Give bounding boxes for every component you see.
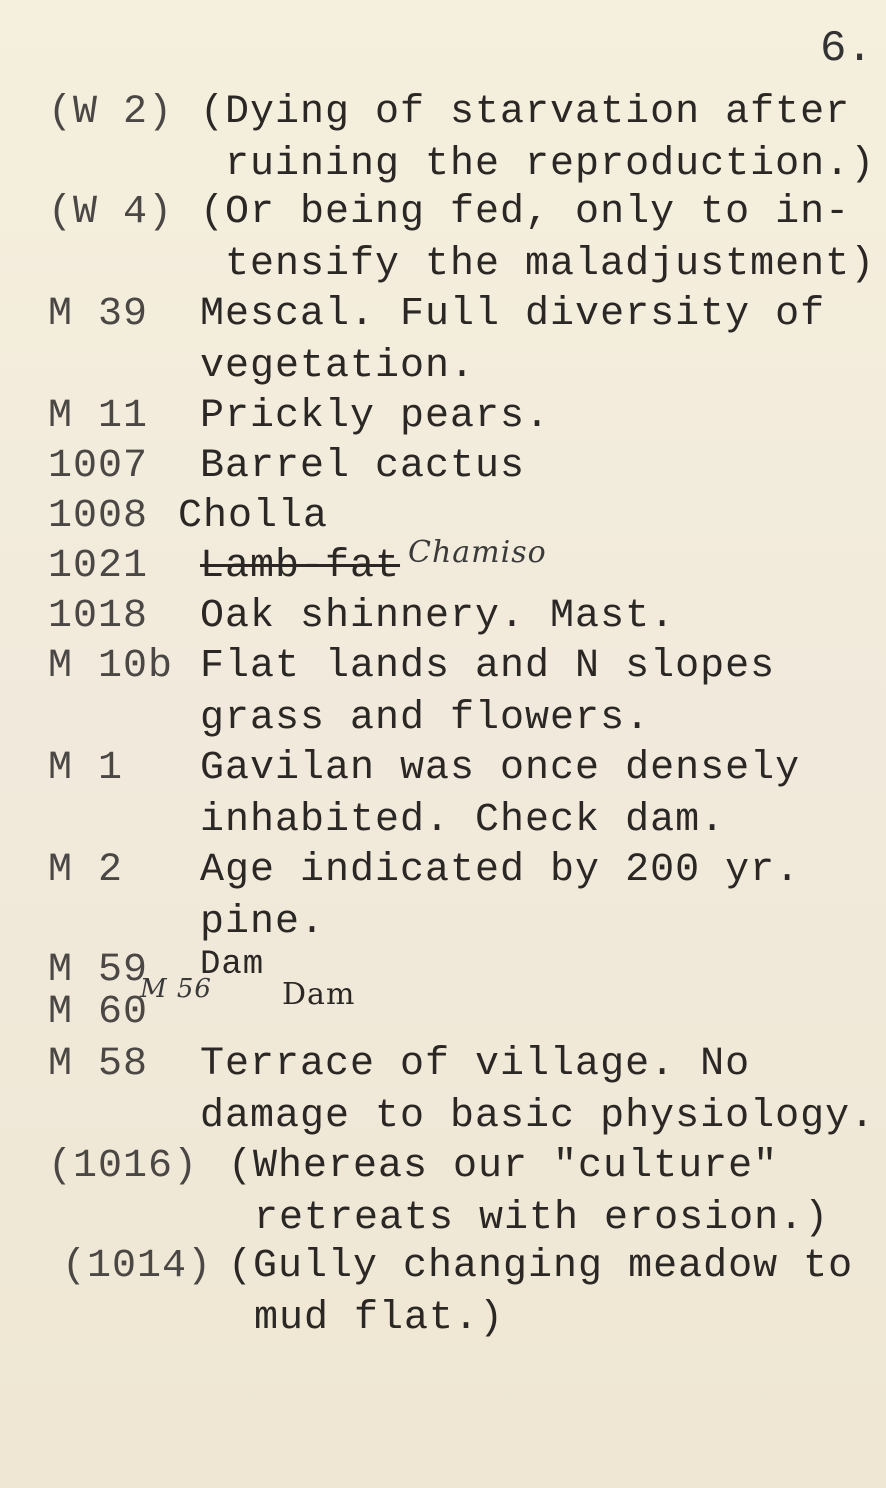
entry-text: Oak shinnery. Mast. <box>200 594 676 639</box>
entry-code: M 10b <box>48 644 174 689</box>
entry-text-continued: vegetation. <box>200 344 476 389</box>
struck-text: Lamb-fat <box>200 544 401 589</box>
entry-code: M 60 <box>48 990 149 1035</box>
entry-code: M 1 <box>48 746 124 791</box>
entry-text-continued: inhabited. Check dam. <box>200 798 726 843</box>
page-number: 6. <box>820 24 873 74</box>
entry-code: 1021 <box>48 544 149 589</box>
entry-text: Age indicated by 200 yr. <box>200 848 801 893</box>
entry-code: (W 2) <box>48 90 174 135</box>
entry-text-continued: mud flat.) <box>254 1296 505 1341</box>
entry-text-continued: ruining the reproduction.) <box>225 142 876 187</box>
entry-text: (Dying of starvation after <box>200 90 851 135</box>
entry-code: 1018 <box>48 594 149 639</box>
entry-code: (1016) <box>48 1144 199 1189</box>
entry-text-continued: pine. <box>200 900 326 945</box>
entry-text: Terrace of village. No <box>200 1042 751 1087</box>
entry-text-continued: damage to basic physiology. <box>200 1094 876 1139</box>
entry-text: Mescal. Full diversity of <box>200 292 826 337</box>
handwritten-code: M 56 <box>140 974 212 1004</box>
entry-code: (W 4) <box>48 190 174 235</box>
entry-code: M 58 <box>48 1042 149 1087</box>
entry-code: (1014) <box>62 1244 213 1289</box>
entry-text: Gavilan was once densely <box>200 746 801 791</box>
entry-code: 1007 <box>48 444 149 489</box>
entry-text: Barrel cactus <box>200 444 526 489</box>
entry-text: Cholla <box>178 494 329 539</box>
handwritten-correction: Chamiso <box>408 535 547 570</box>
entry-text: Flat lands and N slopes <box>200 644 776 689</box>
entry-code: M 2 <box>48 848 124 893</box>
entry-text-continued: retreats with erosion.) <box>254 1196 830 1241</box>
entry-text-continued: grass and flowers. <box>200 696 651 741</box>
entry-code: M 11 <box>48 394 149 439</box>
entry-text: Dam <box>200 946 265 984</box>
entry-text: (Gully changing meadow to <box>228 1244 854 1289</box>
entry-text: Dam <box>282 977 356 1012</box>
entry-text: Prickly pears. <box>200 394 551 439</box>
entry-code: 1008 <box>48 494 149 539</box>
entry-text-continued: tensify the maladjustment) <box>225 242 876 287</box>
entry-text: (Whereas our "culture" <box>228 1144 779 1189</box>
entry-code: M 59 <box>48 948 149 993</box>
entry-text: (Or being fed, only to in- <box>200 190 851 235</box>
entry-code: M 39 <box>48 292 149 337</box>
